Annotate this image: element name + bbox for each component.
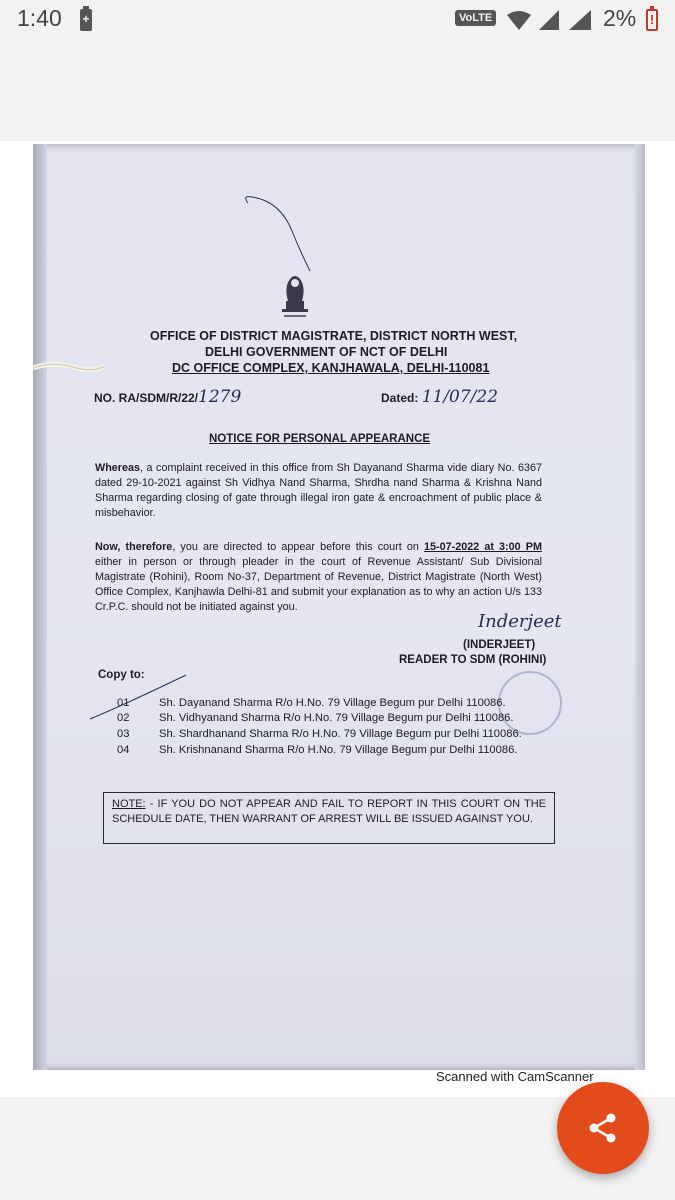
signal-strength-icon-2 [569,10,591,30]
status-bar [0,0,675,40]
wifi-icon [507,11,531,30]
office-stamp [498,671,562,735]
copy-to-item: 01 Sh. Dayanand Sharma R/o H.No. 79 Village Begum pur Delhi 110086. [117,697,506,709]
notice-title: NOTICE FOR PERSONAL APPEARANCE [209,433,431,445]
copy-to-item: 04 Sh. Krishnanand Sharma R/o H.No. 79 Village Begum pur Delhi 110086. [117,744,518,756]
directive-rest: either in person or through pleader in the court of Revenue Assistant/ Sub Divisional Magistrate (Rohini), Room No-37, Department of Revenue, District Magistrate (North West) Office Complex, Kanjhawla Delhi-81 and submit your explanation as to why an action U/s 133 Cr.P.C. should not be initiated against you. [95,556,542,613]
directive-lead: Now, therefore [95,541,173,553]
paper-right-edge [635,144,645,1070]
reference-handwritten: 1279 [198,387,242,407]
whereas-lead: Whereas [95,462,141,474]
volte-badge: VoLTE [455,10,496,26]
viewer-top-area [0,40,675,141]
battery-percent: 2% [603,5,637,31]
appearance-date: 15-07-2022 at 3:00 PM [423,541,542,553]
share-button[interactable] [557,1082,649,1174]
note-text: - IF YOU DO NOT APPEAR AND FAIL TO REPORT IN THIS COURT ON THE SCHEDULE DATE, THEN WARRANT OF ARREST WILL BE ISSUED AGAINST YOU. [112,798,546,825]
pen-scribble [240,191,330,281]
signer-name: (INDERJEET) [463,639,536,651]
document-image[interactable] [0,141,675,1097]
binding-thread [33,361,105,375]
copy-to-item: 03 Sh. Shardhanand Sharma R/o H.No. 79 Village Begum pur Delhi 110086. [117,728,522,740]
reference-number [94,387,241,407]
signer-title: READER TO SDM (ROHINI) [399,654,547,666]
whereas-text: , a complaint received in this office from Sh Dayanand Sharma vide diary No. 6367 dated 29-10-2021 against Sh Vidhya Nand Sharma, Shrdha nand Sharma & Krishna Nand Sharma regarding closing of gate through illegal iron gate & encroachment of public place & misbehavior. [95,462,542,519]
state-emblem-icon [272,271,318,323]
reference-label: NO. RA/SDM/R/22/ [94,391,199,405]
header-government-line: DELHI GOVERNMENT OF NCT OF DELHI [205,345,448,359]
header-office-line: OFFICE OF DISTRICT MAGISTRATE, DISTRICT NORTH WEST, [150,329,518,343]
paper-left-edge [33,144,47,1070]
paragraph-directive [95,540,542,615]
header-address-line: DC OFFICE COMPLEX, KANJHAWALA, DELHI-110081 [172,361,490,375]
scanner-watermark: Scanned with CamScanner [436,1069,594,1084]
status-time: 1:40 [17,5,62,31]
share-icon [587,1112,619,1144]
dated-handwritten: 11/07/22 [421,387,499,407]
paragraph-whereas [95,461,542,521]
copy-to-label: Copy to: [98,669,145,681]
dated-field [381,387,498,407]
charging-battery-icon: + [80,9,92,31]
signal-icons [505,8,600,32]
signal-strength-icon [539,10,559,30]
copy-to-item: 02 Sh. Vidhyanand Sharma R/o H.No. 79 Village Begum pur Delhi 110086. [117,712,514,724]
signature: Inderjeet [478,611,562,632]
note-label: NOTE: [112,798,146,810]
directive-text: , you are directed to appear before this court on [172,541,424,553]
low-battery-icon: ! [646,9,658,31]
dated-label: Dated: [381,391,419,405]
note-box [103,792,555,844]
